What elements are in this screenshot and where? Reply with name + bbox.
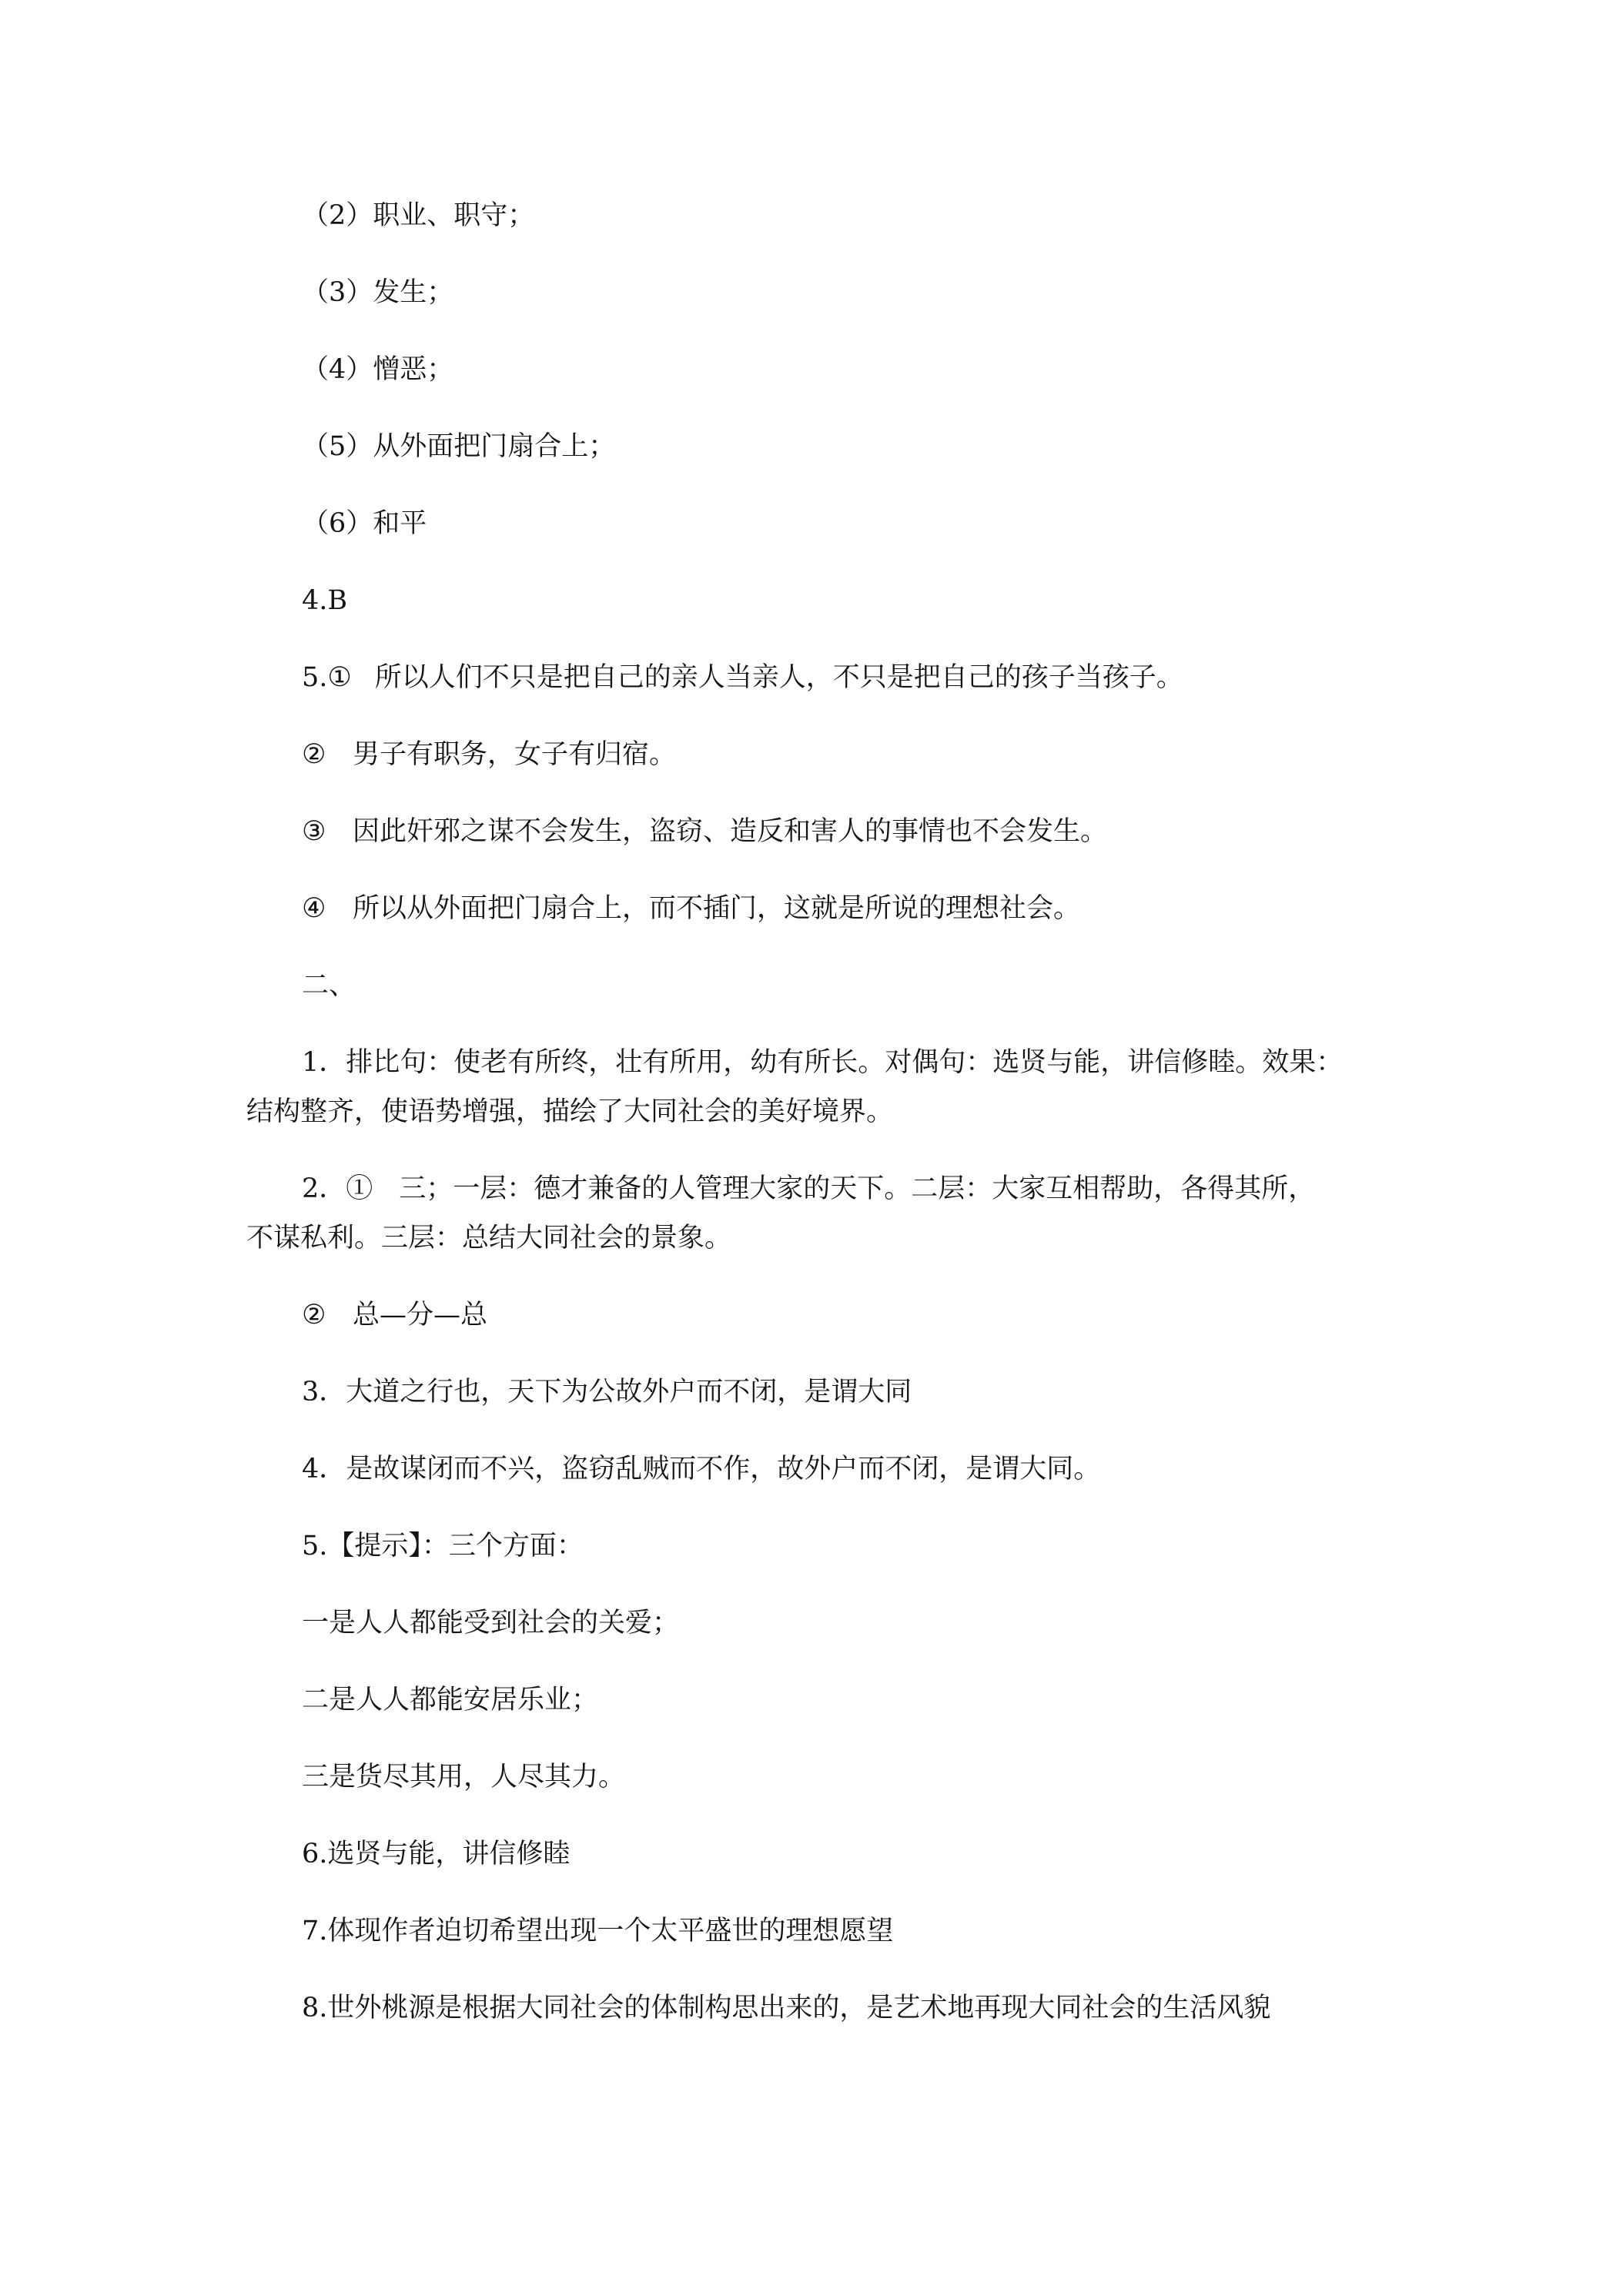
circled-marker-2: ② [302,739,326,770]
circled-marker-1: ① [327,662,352,693]
part-two-q5-point-3: 三是货尽其用，人尽其力。 [302,1762,626,1792]
part-two-q5-point-1: 一是人人都能受到社会的关爱； [302,1608,680,1638]
answer-5-text-1: 所以人们不只是把自己的亲人当亲人，不只是把自己的孩子当孩子。 [374,662,1183,693]
part-two-q2-prefix: 2．① [302,1173,373,1204]
section-heading-two: 二、 [302,970,356,1001]
answer-5-item-2 [302,735,676,775]
part-two-q1-line1: 1．排比句：使老有所终，壮有所用，幼有所长。对偶句：选贤与能，讲信修睦。效果： [302,1047,1344,1078]
part-two-q6: 6.选贤与能，讲信修睦 [302,1839,571,1869]
circled-marker-3: ③ [302,816,326,847]
answer-item-4: （4）憎恶； [302,354,454,385]
part-two-q4: 4．是故谋闭而不兴，盗窃乱贼而不作，故外户而不闭，是谓大同。 [302,1454,1101,1484]
part-two-q7: 7.体现作者迫切希望出现一个太平盛世的理想愿望 [302,1916,894,1946]
part-two-q2-line2: 不谋私利。三层：总结大同社会的景象。 [246,1223,732,1253]
part-two-q2-text: 三；一层：德才兼备的人管理大家的天下。二层：大家互相帮助，各得其所， [399,1173,1316,1204]
answer-5-text-4: 所以从外面把门扇合上，而不插门，这就是所说的理想社会。 [353,893,1081,924]
answer-5-item-3 [302,812,1107,852]
answer-5-item-4 [302,889,1080,929]
answer-5-item-1 [302,658,1183,698]
part-two-q2-line1 [302,1169,1315,1209]
answer-item-5: （5）从外面把门扇合上； [302,431,616,462]
part-two-q5-point-2: 二是人人都能安居乐业； [302,1685,599,1715]
circled-marker-4: ④ [302,893,326,924]
part-two-q3: 3．大道之行也，天下为公故外户而不闭，是谓大同 [302,1377,912,1407]
part-two-q1-line2: 结构整齐，使语势增强，描绘了大同社会的美好境界。 [246,1096,894,1127]
answer-5-text-3: 因此奸邪之谋不会发生，盗窃、造反和害人的事情也不会发生。 [353,816,1108,847]
part-two-q8: 8.世外桃源是根据大同社会的体制构思出来的，是艺术地再现大同社会的生活风貌 [302,1993,1271,2023]
answer-4: 4.B [302,585,348,616]
part-two-q5: 5.【提示】：三个方面： [302,1531,584,1561]
answer-5-text-2: 男子有职务，女子有归宿。 [353,739,677,770]
circled-marker-q2-2: ② [302,1300,326,1330]
part-two-q2-sub2 [302,1295,487,1335]
part-two-q2-sub2-text: 总—分—总 [353,1300,488,1330]
answer-item-2: （2）职业、职守； [302,200,535,231]
answer-item-3: （3）发生； [302,277,454,308]
answer-5-prefix: 5. [302,662,328,693]
answer-item-6: （6）和平 [302,508,427,539]
